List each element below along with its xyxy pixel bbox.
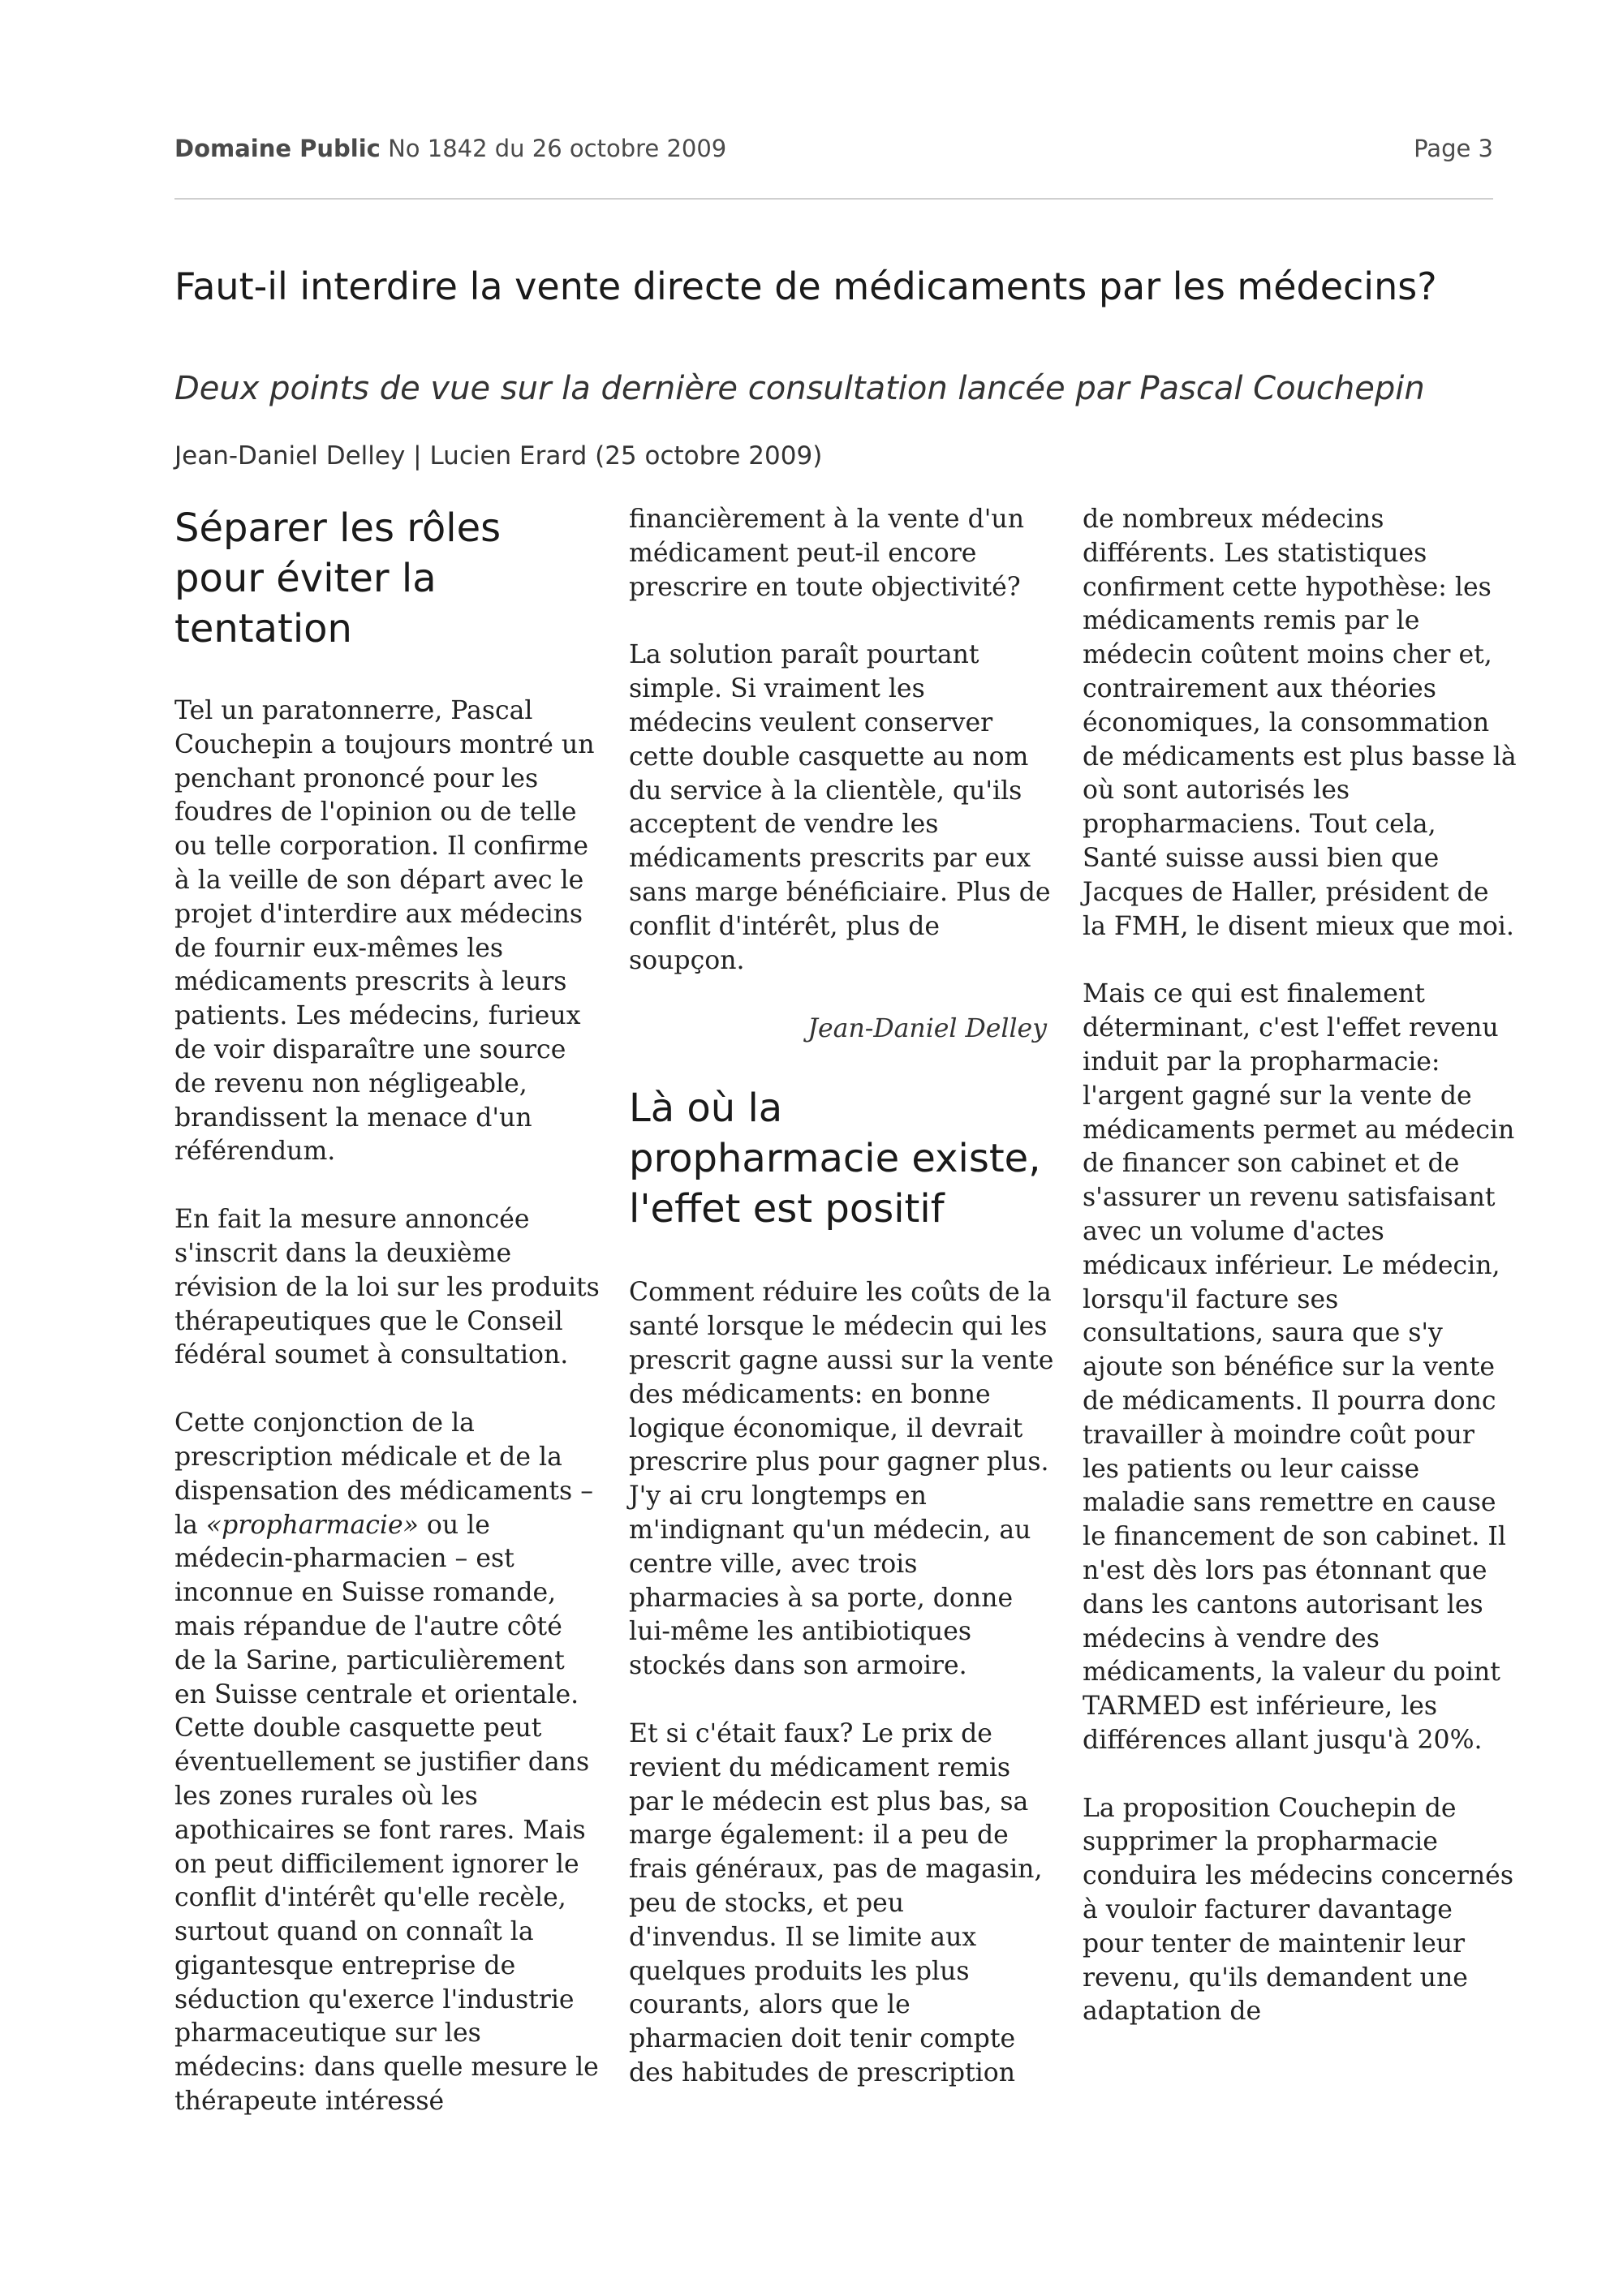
publication-name: Domaine Public — [174, 135, 381, 162]
paragraph-text: Cette conjonction de la prescription médicale et de la dispensation des médicaments – la — [174, 1408, 593, 1540]
section-heading: Là où la propharmacie existe, l'effet est positif — [629, 1086, 1041, 1232]
text-column-2 — [629, 503, 1055, 2125]
paragraph: Mais ce qui est finalement déterminant, c'est l'effet revenu induit par la propharmacie: l'argent gagné sur la vente de médicaments permet au médecin de financer son cabinet et de s'assurer un revenu satisfaisant avec un volume d'actes médicaux inférieur. Le médecin, lorsqu'il facture ses consultations, saura que s'y ajoute son bénéfice sur la vente de médicaments. Il pourra donc travailler à moindre coût pour les patients ou leur caisse maladie sans remettre en cause le financement de son cabinet. Il n'est dès lors pas étonnant que dans les cantons autorisant les médecins à vendre des médicaments, la valeur du point TARMED est inférieure, les différences allant jusqu'à 20%. — [1083, 979, 1515, 1755]
paragraph: Et si c'était faux? Le prix de revient du médicament remis par le médecin est plus bas, sa marge également: il a peu de frais généraux, pas de magasin, peu de stocks, et peu d'invendus. Il se limite aux quelques produits les plus courants, alors que le pharmacien doit tenir compte des habitudes de prescription — [629, 1718, 1043, 2087]
paragraph: de nombreux médecins différents. Les statistiques confirment cette hypothèse: les médicaments remis par le médecin coûtent moins cher et, contrairement aux théories économiques, la consommation de médicaments est plus basse là où sont autorisés les propharmaciens. Tout cela, Santé suisse aussi bien que Jacques de Haller, président de la FMH, le disent mieux que moi. — [1083, 505, 1517, 941]
issue-info: No 1842 du 26 octobre 2009 — [388, 135, 727, 162]
running-header — [174, 135, 1493, 167]
article-byline: Jean-Daniel Delley | Lucien Erard (25 octobre 2009) — [174, 441, 823, 471]
paragraph: Tel un paratonnerre, Pascal Couchepin a toujours montré un penchant prononcé pour les foudres de l'opinion ou de telle ou telle corporation. Il confirme à la veille de son départ avec le projet d'interdire aux médecins de fournir eux-mêmes les médicaments prescrits à leurs patients. Les médecins, furieux de voir disparaître une source de revenu non négligeable, brandissent la menace d'un référendum. — [174, 696, 595, 1167]
paragraph: La solution paraît pourtant simple. Si vraiment les médecins veulent conserver cette double casquette au nom du service à la clientèle, qu'ils acceptent de vendre les médicaments prescrits par eux sans marge bénéficiaire. Plus de conflit d'intérêt, plus de soupçon. — [629, 640, 1051, 975]
page-number: Page 3 — [1414, 135, 1493, 162]
article-title: Faut-il interdire la vente directe de médicaments par les médecins? — [174, 264, 1437, 308]
paragraph: financièrement à la vente d'un médicament peut-il encore prescrire en toute objectivité? — [629, 505, 1024, 602]
paragraph: Comment réduire les coûts de la santé lorsque le médecin qui les prescrit gagne aussi sur la vente des médicaments: en bonne logique économique, il devrait prescrire plus pour gagner plus. J'y ai cru longtemps en m'indignant qu'un médecin, au centre ville, avec trois pharmacies à sa porte, donne lui-même les antibiotiques stockés dans son armoire. — [629, 1278, 1054, 1681]
text-column-3 — [1083, 503, 1517, 2063]
paragraph — [174, 1407, 601, 2119]
text-column-1 — [174, 503, 601, 2153]
author-signature: Jean-Daniel Delley — [807, 1014, 1047, 1044]
paragraph-text: ou le médecin-pharmacien – est inconnue en Suisse romande, mais répandue de l'autre côté de la Sarine, particulièrement en Suisse centrale et orientale. Cette double casquette peut éventuellement se justifier dans les zones rurales où les apothicaires se font rares. Mais on peut difficilement ignorer le conflit d'intérêt qu'elle recèle, surtout quand on connaît la gigantesque entreprise de séduction qu'exerce l'industrie pharmaceutique sur les médecins: dans quelle mesure le thérapeute intéressé — [174, 1510, 599, 2117]
section-heading: Séparer les rôles pour éviter la tentation — [174, 505, 502, 651]
header-divider — [174, 198, 1493, 200]
emphasis-term: «propharmacie» — [205, 1510, 419, 1540]
article-subtitle: Deux points de vue sur la dernière consultation lancée par Pascal Couchepin — [174, 370, 1425, 407]
paragraph: En fait la mesure annoncée s'inscrit dans la deuxième révision de la loi sur les produits thérapeutiques que le Conseil fédéral soumet à consultation. — [174, 1205, 600, 1370]
paragraph: La proposition Couchepin de supprimer la propharmacie conduira les médecins concernés à vouloir facturer davantage pour tenter de maintenir leur revenu, qu'ils demandent une adaptation de — [1083, 1793, 1513, 2027]
